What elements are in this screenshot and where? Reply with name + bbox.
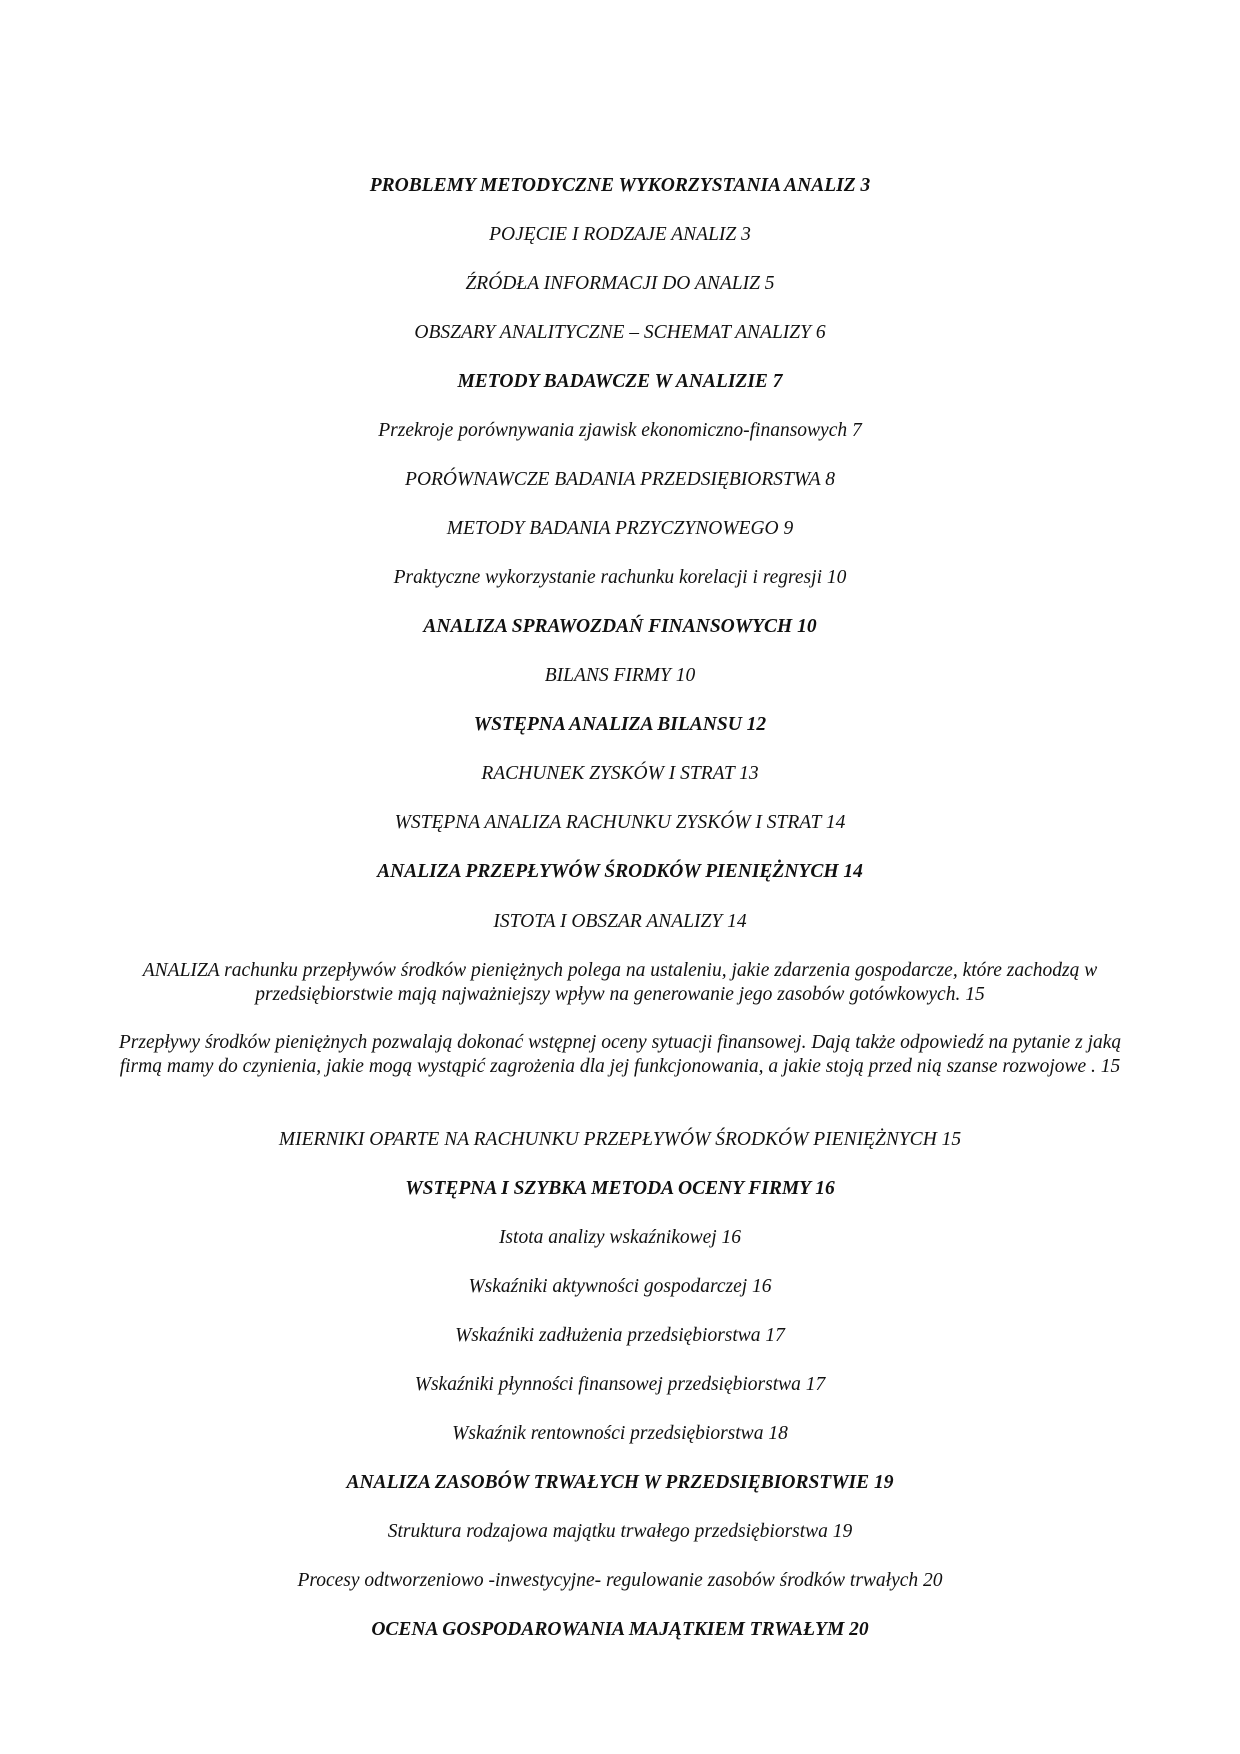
toc-entry: WSTĘPNA ANALIZA BILANSU 12	[473, 714, 767, 735]
toc-entry: Przepływy środków pieniężnych pozwalają dokonać wstępnej oceny sytuacji finansowej. Dają także odpowiedź na pytanie z jaką firmą mamy do czynienia, jakie mogą wystąpić zagrożenia dla jej funkcjonowania, a jakie stoją przed nią szanse rozwojowe . 15	[118, 1032, 1122, 1077]
toc-entry: METODY BADANIA PRZYCZYNOWEGO 9	[446, 518, 794, 539]
toc-entry: Wskaźniki zadłużenia przedsiębiorstwa 17	[455, 1325, 785, 1346]
toc-entry: POJĘCIE I RODZAJE ANALIZ 3	[489, 224, 751, 245]
toc-entry: ANALIZA rachunku przepływów środków pieniężnych polega na ustaleniu, jakie zdarzenia gospodarcze, które zachodzą w przedsiębiorstwie mają najważniejszy wpływ na generowanie jego zasobów gotówkowych. 15	[142, 960, 1098, 1005]
toc-entry: ANALIZA SPRAWOZDAŃ FINANSOWYCH 10	[423, 616, 817, 637]
toc-entry: ANALIZA PRZEPŁYWÓW ŚRODKÓW PIENIĘŻNYCH 14	[377, 861, 863, 882]
toc-entry: WSTĘPNA ANALIZA RACHUNKU ZYSKÓW I STRAT 14	[394, 812, 846, 833]
toc-entry: Praktyczne wykorzystanie rachunku korelacji i regresji 10	[393, 567, 847, 588]
toc-entry: OBSZARY ANALITYCZNE – SCHEMAT ANALIZY 6	[414, 322, 826, 343]
toc-entry: METODY BADAWCZE W ANALIZIE 7	[457, 371, 783, 392]
toc-entry: OCENA GOSPODAROWANIA MAJĄTKIEM TRWAŁYM 20	[371, 1619, 869, 1640]
toc-entry: Wskaźniki płynności finansowej przedsiębiorstwa 17	[414, 1374, 826, 1395]
toc-entry: MIERNIKI OPARTE NA RACHUNKU PRZEPŁYWÓW ŚRODKÓW PIENIĘŻNYCH 15	[278, 1129, 962, 1150]
toc-entry: Przekroje porównywania zjawisk ekonomiczno-finansowych 7	[378, 420, 862, 441]
toc-entry: WSTĘPNA I SZYBKA METODA OCENY FIRMY 16	[405, 1178, 835, 1199]
toc-entry: ŹRÓDŁA INFORMACJI DO ANALIZ 5	[465, 273, 775, 294]
toc-entry: PROBLEMY METODYCZNE WYKORZYSTANIA ANALIZ 3	[369, 175, 871, 196]
toc-entry: Wskaźnik rentowności przedsiębiorstwa 18	[452, 1423, 788, 1444]
toc-entry: BILANS FIRMY 10	[544, 665, 696, 686]
toc-entry: PORÓWNAWCZE BADANIA PRZEDSIĘBIORSTWA 8	[405, 469, 835, 490]
toc-entry: Istota analizy wskaźnikowej 16	[498, 1227, 742, 1248]
toc-entry: ANALIZA ZASOBÓW TRWAŁYCH W PRZEDSIĘBIORSTWIE 19	[346, 1472, 894, 1493]
toc-entry: Wskaźniki aktywności gospodarczej 16	[468, 1276, 772, 1297]
toc-entry: ISTOTA I OBSZAR ANALIZY 14	[493, 911, 747, 932]
toc-entry: Struktura rodzajowa majątku trwałego przedsiębiorstwa 19	[387, 1521, 853, 1542]
toc-entry: RACHUNEK ZYSKÓW I STRAT 13	[481, 763, 759, 784]
toc-entry: Procesy odtworzeniowo -inwestycyjne- regulowanie zasobów środków trwałych 20	[297, 1570, 943, 1591]
